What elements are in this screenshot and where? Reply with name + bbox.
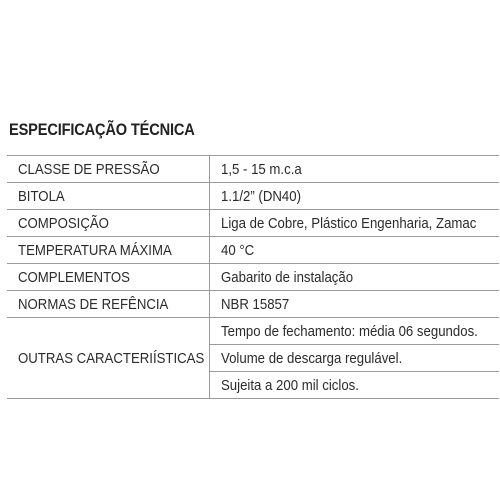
row-label: BITOLA: [7, 183, 209, 210]
row-value: Sujeita a 200 mil ciclos.: [209, 372, 499, 399]
table-row: [7, 237, 499, 264]
section-title: ESPECIFICAÇÃO TÉCNICA: [9, 120, 195, 139]
row-value: Liga de Cobre, Plástico Engenharia, Zamac: [209, 210, 499, 237]
row-value: 1,5 - 15 m.c.a: [209, 156, 499, 183]
row-value: NBR 15857: [209, 291, 499, 318]
row-label: TEMPERATURA MÁXIMA: [7, 237, 209, 264]
table-row: [7, 210, 499, 237]
row-label: NORMAS DE REFÊNCIA: [7, 291, 209, 318]
row-label: CLASSE DE PRESSÃO: [7, 156, 209, 183]
table-row: [7, 264, 499, 291]
row-label: OUTRAS CARACTERIÍSTICAS: [7, 318, 209, 399]
row-value: 40 °C: [209, 237, 499, 264]
row-value: Tempo de fechamento: média 06 segundos.: [209, 318, 499, 345]
spec-table: [7, 155, 499, 399]
table-row: [7, 318, 499, 345]
row-label: COMPOSIÇÃO: [7, 210, 209, 237]
table-row: [7, 291, 499, 318]
table-row: [7, 183, 499, 210]
row-value: Volume de descarga regulável.: [209, 345, 499, 372]
row-label: COMPLEMENTOS: [7, 264, 209, 291]
table-row: [7, 156, 499, 183]
row-value: 1.1/2” (DN40): [209, 183, 499, 210]
row-value: Gabarito de instalação: [209, 264, 499, 291]
